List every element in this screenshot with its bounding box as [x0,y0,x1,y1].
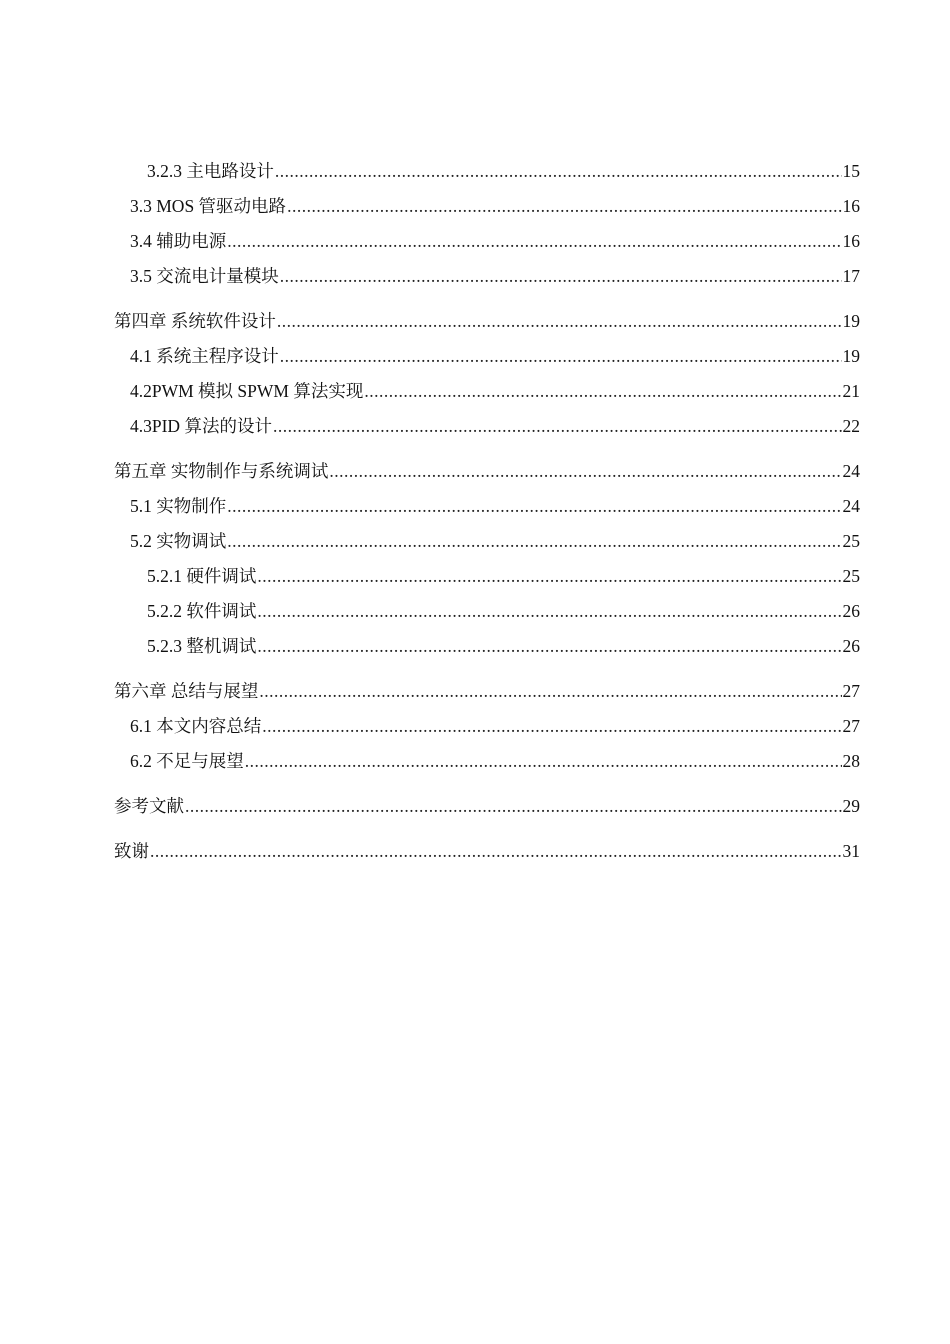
toc-entry[interactable] [114,631,860,666]
toc-entry-title: 参考文献 [114,796,184,816]
toc-page-number: 22 [842,416,860,436]
toc-entry[interactable] [114,411,860,446]
dot-leader [245,746,842,776]
toc-entry[interactable] [114,191,860,226]
dot-leader [262,711,841,741]
toc-page-number: 16 [842,196,860,216]
toc-page-number: 27 [842,716,860,736]
toc-page-number: 15 [842,161,860,181]
dot-leader [257,561,841,591]
toc-entry[interactable] [114,306,860,341]
toc-entry[interactable] [114,561,860,596]
dot-leader [364,376,841,406]
dot-leader [227,226,841,256]
toc-page-number: 26 [842,601,860,621]
toc-page-number: 27 [842,681,860,701]
toc-entry-title: 5.2.3 整机调试 [147,636,257,656]
toc-entry-title: 5.2.1 硬件调试 [147,566,257,586]
toc-entry-title: 3.2.3 主电路设计 [147,161,274,181]
toc-entry[interactable] [114,746,860,781]
toc-entry[interactable] [114,791,860,826]
toc-entry-title: 5.2.2 软件调试 [147,601,257,621]
table-of-contents [114,156,860,871]
toc-entry[interactable] [114,226,860,261]
toc-entry-title: 第四章 系统软件设计 [114,311,276,331]
toc-entry[interactable] [114,596,860,631]
toc-entry[interactable] [114,376,860,411]
toc-page-number: 31 [842,841,860,861]
toc-page-number: 25 [842,566,860,586]
toc-page-number: 29 [842,796,860,816]
toc-entry-title: 第六章 总结与展望 [114,681,259,701]
toc-page-number: 25 [842,531,860,551]
toc-entry-title: 第五章 实物制作与系统调试 [114,461,329,481]
toc-entry-title: 5.2 实物调试 [130,531,227,551]
toc-entry[interactable] [114,261,860,296]
dot-leader [227,526,841,556]
toc-entry-title: 6.2 不足与展望 [130,751,244,771]
toc-entry-title: 致谢 [114,841,149,861]
dot-leader [329,456,841,486]
dot-leader [259,676,841,706]
dot-leader [275,156,842,186]
dot-leader [185,791,842,821]
toc-entry-title: 6.1 本文内容总结 [130,716,262,736]
dot-leader [280,261,842,291]
toc-entry-title: 5.1 实物制作 [130,496,227,516]
toc-entry-title: 4.3PID 算法的设计 [130,416,272,436]
toc-page-number: 17 [842,266,860,286]
dot-leader [280,341,842,371]
toc-page-number: 24 [842,461,860,481]
toc-entry[interactable] [114,156,860,191]
toc-entry-title: 4.1 系统主程序设计 [130,346,279,366]
dot-leader [257,631,841,661]
dot-leader [150,836,842,866]
toc-page-number: 24 [842,496,860,516]
toc-entry-title: 3.3 MOS 管驱动电路 [130,196,287,216]
toc-entry-title: 4.2PWM 模拟 SPWM 算法实现 [130,381,364,401]
toc-page-number: 19 [842,346,860,366]
dot-leader [277,306,842,336]
toc-entry[interactable] [114,456,860,491]
toc-page-number: 28 [842,751,860,771]
toc-entry[interactable] [114,341,860,376]
toc-entry[interactable] [114,836,860,871]
dot-leader [287,191,841,221]
toc-entry[interactable] [114,676,860,711]
toc-page-number: 26 [842,636,860,656]
toc-page-number: 16 [842,231,860,251]
toc-entry[interactable] [114,711,860,746]
toc-entry[interactable] [114,491,860,526]
toc-entry-title: 3.5 交流电计量模块 [130,266,279,286]
dot-leader [227,491,841,521]
toc-entry-title: 3.4 辅助电源 [130,231,227,251]
dot-leader [273,411,842,441]
toc-page-number: 21 [842,381,860,401]
toc-page-number: 19 [842,311,860,331]
dot-leader [257,596,841,626]
toc-entry[interactable] [114,526,860,561]
